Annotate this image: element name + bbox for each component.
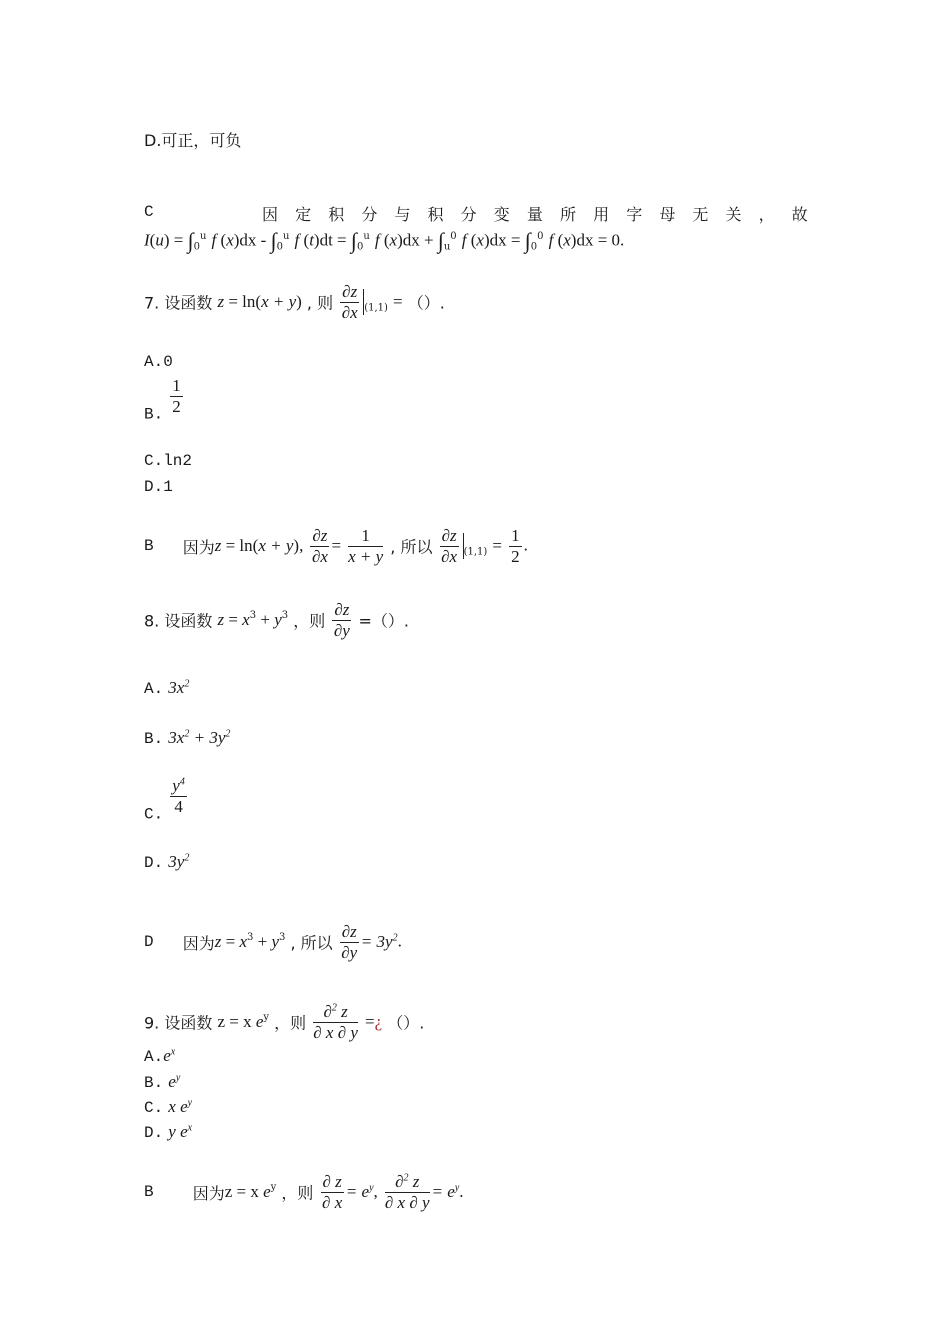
q6-answer-char: 无 <box>692 205 709 224</box>
q7-stem: 7. 设函数 z = ln(x + y) , 则 $\frac{\partial z}{\partial x}$ $_{(1,1)}$ = （）. <box>144 282 445 322</box>
q6-answer-char: 积 <box>328 205 345 224</box>
q8-suffix: =（）. <box>358 611 409 631</box>
q8-option-b: B. $3x^2 + 3y^2$ <box>144 728 231 748</box>
q6-answer-letter: C <box>144 203 154 221</box>
q9-mid: ，则 <box>274 1013 307 1033</box>
q7-answer-letter: B <box>144 537 154 556</box>
q9-glyph: ¿ <box>374 1012 383 1032</box>
q6-answer-char: 变 <box>493 205 510 224</box>
q6-answer-char: 量 <box>526 205 543 224</box>
q9-answer: B 因为z = x $e^y$ ，则 $\frac{\partial z}{\partial x}$ = $e^y$, $\frac{\partial^2 z}{\partial x \partial y}$ = $e^y$. <box>144 1172 464 1212</box>
q8-option-c: C. $\frac{y^4}{4}$ <box>144 776 185 824</box>
q8-answer: D 因为$z = x^3 + y^3$ , 所以 $\frac{\partial z}{\partial y}$ = $3y^2$. <box>144 922 402 962</box>
q6-option-d: D.可正，可负 <box>144 131 242 150</box>
q7-answer: B 因为z = ln(x + y), $\frac{\partial z}{\partial x}$ = $\frac{1}{x + y}$ , 所以 $\frac{\partial z}{\partial x}$ $_{(1,1)}$ = $\frac{1}{2}$ . <box>144 526 528 566</box>
q6-answer-formula: $I(u) = \int_0^u$ f $(x)dx - \int_0^u$ f $(t)dt = \int_0^u$ f $(x)dx + \int_u^0$ f $(x)dx = \int_0^0$ f (x)dx = 0. <box>144 228 625 253</box>
q9-suffix: （）. <box>387 1013 425 1033</box>
q6-answer-char: 字 <box>626 205 643 224</box>
q6-answer-char: ， <box>758 205 775 224</box>
q9-stem: 9. 设函数 z = x $e^y$ ，则 $\frac{\partial^2 z}{\partial x \partial y}$ =¿ （）. <box>144 1002 425 1042</box>
q6-answer-char: 积 <box>427 205 444 224</box>
q8-option-a: A. $3x^2$ <box>144 678 190 698</box>
q9-option-c: C. x $e^y$ <box>144 1097 193 1117</box>
q6-answer-char: 与 <box>394 205 411 224</box>
q9-prefix: 9. 设函数 <box>144 1013 213 1033</box>
q6-answer-char: 因 <box>262 205 279 224</box>
q6-answer-char: 所 <box>559 205 576 224</box>
q7-suffix: （）. <box>407 293 445 313</box>
q6-answer-char: 故 <box>791 205 808 224</box>
q8-option-d: D. $3y^2$ <box>144 852 190 872</box>
q6-answer-char: 分 <box>361 205 378 224</box>
q7-point: (1,1) <box>364 302 388 314</box>
q7-mid: , 则 <box>306 293 334 313</box>
q7-option-d: D.1 <box>144 478 173 496</box>
q7-deriv-num: ∂z <box>342 282 358 301</box>
q9-option-d: D. y $e^x$ <box>144 1122 193 1142</box>
q6-answer-char: 用 <box>593 205 610 224</box>
q7-option-b: B. $\frac{1}{2}$ <box>144 376 181 424</box>
q8-mid: ，则 <box>293 611 326 631</box>
q9-answer-letter: B <box>144 1183 154 1202</box>
q9-option-b: B. $e^y$ <box>144 1072 181 1092</box>
q8-prefix: 8. 设函数 <box>144 611 213 631</box>
q7-derivative <box>340 282 359 322</box>
q6-answer-char: 母 <box>659 205 676 224</box>
q7-option-c: C.ln2 <box>144 452 193 470</box>
q6-answer-char: 关 <box>725 205 742 224</box>
q6-answer-char: 定 <box>295 205 312 224</box>
q7-deriv-den: ∂x <box>341 302 358 322</box>
q8-stem: 8. 设函数 $z = x^3 + y^3$ ，则 $\frac{\partial z}{\partial y}$ =（）. <box>144 600 409 640</box>
q9-option-a: $A.e^x$ <box>144 1046 176 1066</box>
q7-prefix: 7. 设函数 <box>144 293 213 313</box>
q7-option-a: A.0 <box>144 353 173 371</box>
q8-answer-letter: D <box>144 933 154 952</box>
q6-answer-char: 分 <box>460 205 477 224</box>
q6-answer-text <box>262 202 808 225</box>
